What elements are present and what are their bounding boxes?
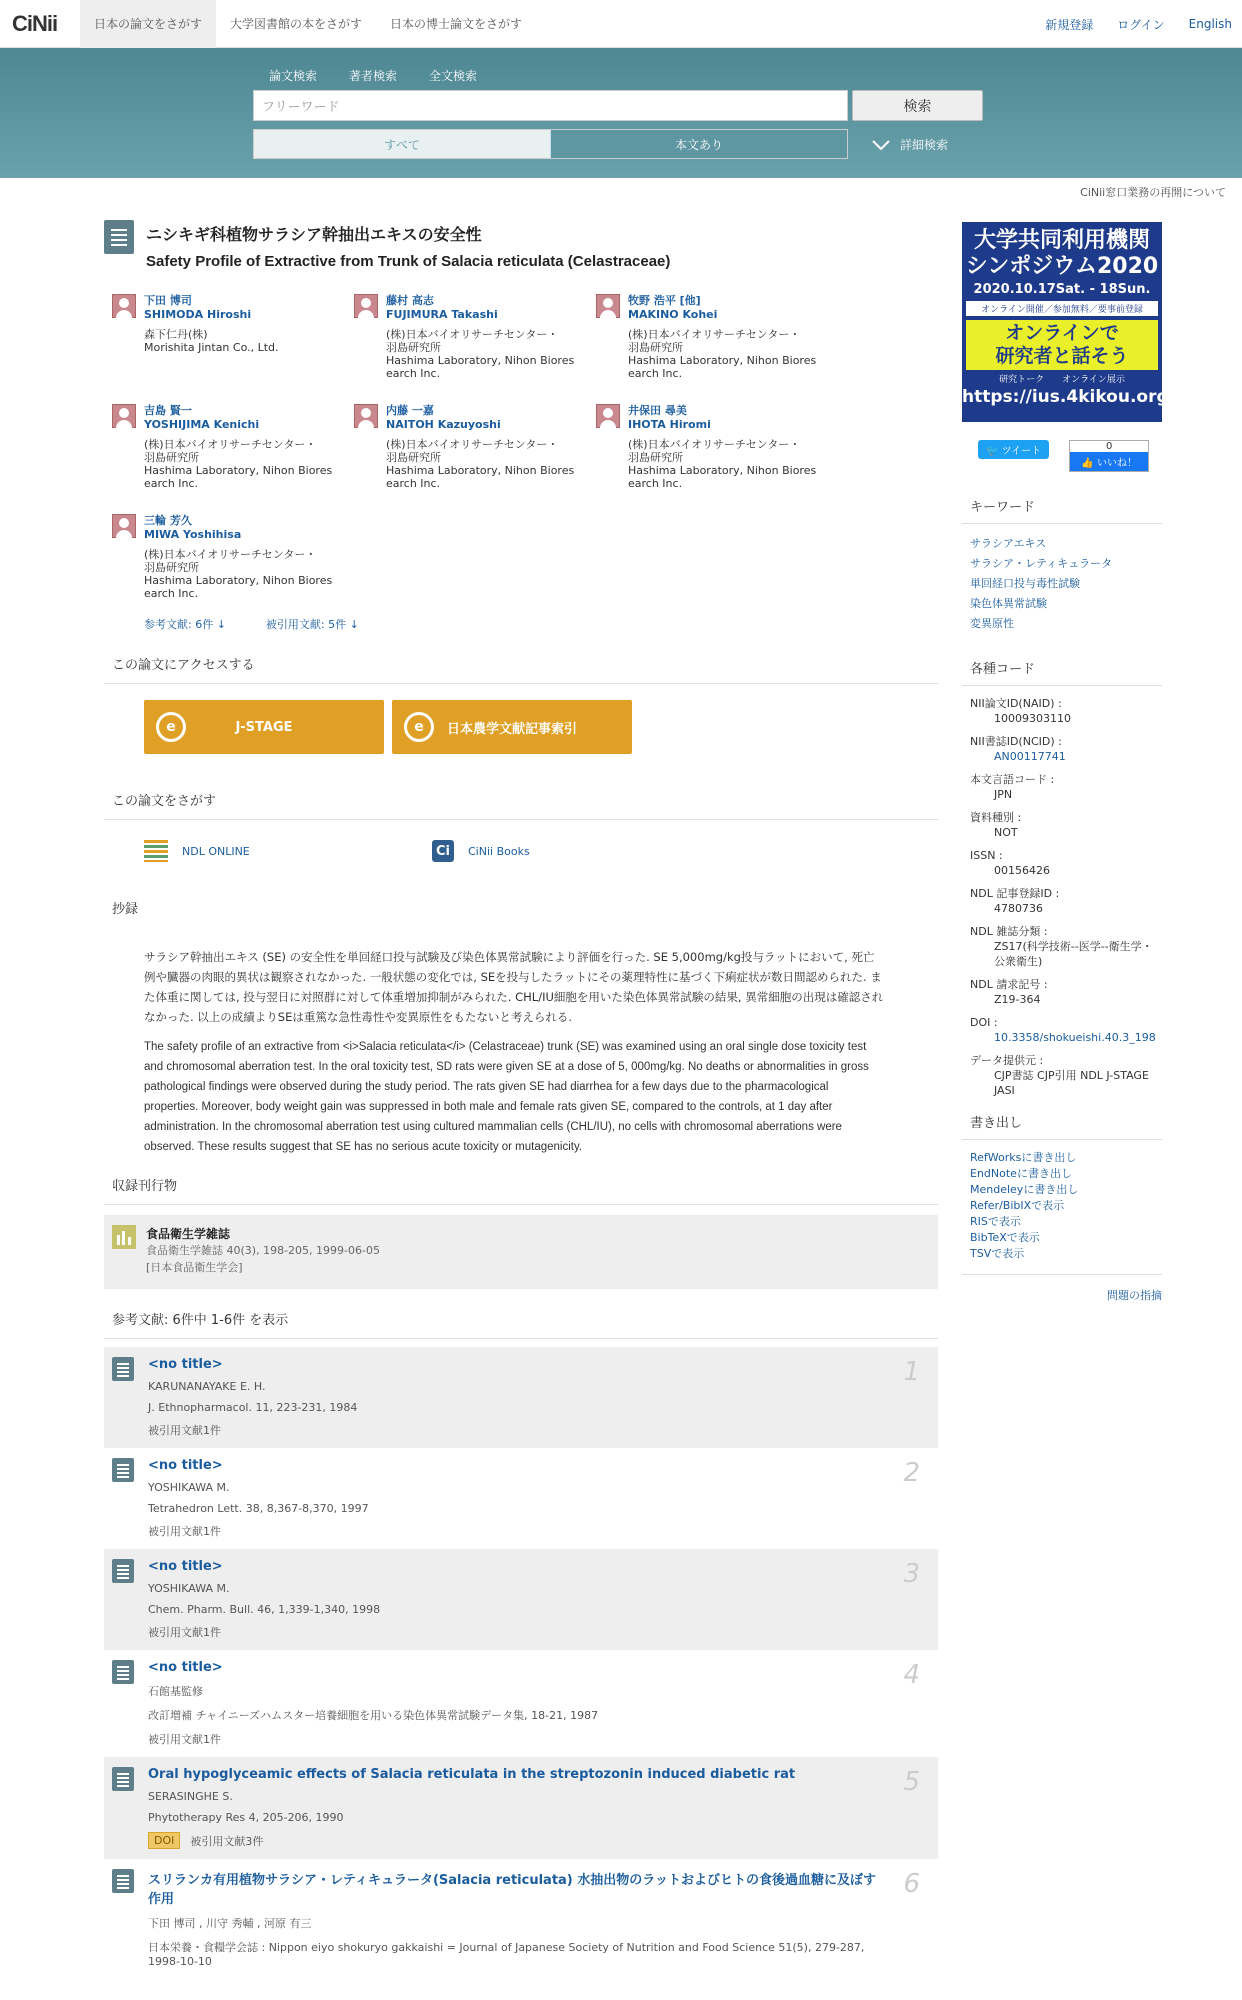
code-label: データ提供元 : [970,1054,1044,1067]
english-link[interactable]: English [1188,17,1232,31]
tab-article-search[interactable]: 論文検索 [253,63,333,92]
reference-item [104,1757,938,1859]
author-item [596,294,838,392]
codes-heading: 各種コード [962,658,1162,686]
export-link[interactable]: TSVで表示 [970,1247,1025,1260]
nav-tab-articles[interactable]: 日本の論文をさがす [80,0,216,48]
reference-source: Chem. Pharm. Bull. 46, 1,339-1,340, 1998 [148,1603,381,1616]
code-value[interactable]: 10.3358/shokueishi.40.3_198 [994,1031,1156,1044]
keyword-link[interactable]: 変異原性 [970,617,1014,630]
reference-title[interactable]: <no title> [148,1660,223,1675]
access-buttons [144,700,938,754]
nav-tab-books[interactable]: 大学図書館の本をさがす [230,17,363,31]
references-link[interactable] [144,616,226,632]
author-affiliation-line: Hashima Laboratory, Nihon Biores [628,464,817,477]
like-label: いいね！ [1096,458,1137,469]
code-value: 4780736 [994,902,1043,915]
report-problem-link[interactable]: 問題の指摘 [962,1274,1162,1303]
author-list [112,294,938,612]
ndl-icon [144,840,168,862]
avatar [354,404,378,428]
author-affiliation-line: 森下仁丹(株) [144,328,208,341]
sidebar [962,222,1169,1303]
journal-detail: 食品衛生学雑誌 40(3), 198-205, 1999-06-05 [146,1244,380,1257]
search-hero [0,48,1242,178]
thumbs-up-icon: 👍 [1081,458,1094,469]
abstract-japanese: サラシア幹抽出エキス (SE) の安全性を単回経口投与試験及び染色体異常試験により評価を行った. SE 5,000mg/kg投与ラットにおいて, 死亡例や臓器の肉眼的異状は観察されなかった. 一般状態の変化では, SEを投与したラットにその薬理特性に基づく下痢症状が数日間認められた. また体重に関しては, 投与翌日に対照群に対して体重増加抑制がみられた. CHL/IU細胞を用いた染色体異常試験の結果, 異常細胞の出現は確認されなかった. 以上の成績よりSEは重篤な急性毒性や変異原性をもたないと考えられる. [144,950,884,1024]
avatar [112,404,136,428]
reference-author: KARUNANAYAKE E. H. [148,1380,266,1393]
reference-source: Tetrahedron Lett. 38, 8,367-8,370, 1997 [148,1502,369,1515]
main-content [104,220,938,1978]
author-affiliation-line: (株)日本バイオリサーチセンター・ [144,548,317,561]
like-count: 0 [1105,441,1113,452]
cited-link[interactable] [266,616,359,632]
search-button[interactable]: 検索 [852,90,983,121]
abstract [144,947,884,1157]
social-buttons [978,440,1162,472]
code-value: Z19-364 [994,993,1041,1006]
author-affiliation-line: 羽島研究所 [144,561,199,574]
reference-number: 4 [903,1660,920,1690]
reference-cited-count[interactable]: 被引用文献1件 [148,1626,221,1639]
author-affiliation [628,328,816,380]
reference-title[interactable]: <no title> [148,1559,223,1574]
reference-source: 改訂増補 チャイニーズハムスター培養細胞を用いる染色体異常試験データ集, 18-21, 1987 [148,1709,599,1722]
chevron-down-icon [872,140,890,150]
fulltext-filter [253,129,848,159]
top-right-links [1045,0,1232,48]
banner-line-4: オンライン開催／参加無料／要事前登録 [966,301,1158,316]
twitter-icon: 🐦 [986,446,999,457]
reference-cited-count[interactable]: 被引用文献1件 [148,1525,221,1538]
filter-fulltext[interactable]: 本文あり [550,130,847,158]
document-icon [112,1660,134,1684]
code-label: ISSN : [970,849,1003,862]
search-tabs [253,63,493,92]
title-english: Safety Profile of Extractive from Trunk of Salacia reticulata (Celastraceae) [146,253,671,270]
arrow-down-icon: ↓ [349,618,359,631]
author-affiliation [386,438,574,490]
article-header [104,220,938,270]
author-affiliation-line: (株)日本バイオリサーチセンター・ [628,438,801,451]
author-affiliation-line: (株)日本バイオリサーチセンター・ [386,438,559,451]
author-name-ja[interactable]: 内藤 一嘉 [386,404,434,417]
journal-info [104,1215,938,1289]
author-affiliation-line: Hashima Laboratory, Nihon Biores [628,354,817,367]
reference-meta [148,1832,878,1849]
author-affiliation-line: 羽島研究所 [628,341,683,354]
cinii-books-icon: Ci [432,840,454,862]
ndl-online-link[interactable] [144,840,432,862]
author-affiliation-line: (株)日本バイオリサーチセンター・ [386,328,559,341]
export-list [962,1150,1162,1262]
nav-tab-dissertations[interactable]: 日本の博士論文をさがす [390,17,523,31]
keywords-heading: キーワード [962,496,1162,524]
author-affiliation [144,328,279,354]
export-link[interactable]: EndNoteに書き出し [970,1167,1072,1180]
author-name-en[interactable]: SHIMODA Hiroshi [144,308,252,321]
export-link[interactable]: BibTeXで表示 [970,1231,1040,1244]
abstract-english: The safety profile of an extractive from <i>Salacia reticulata</i> (Celastraceae) trunk (SE) was examined using an oral single dose toxicity test and chromosomal aberration test. In the oral toxicity test, SD rats were given SE at a dose of 5, 000mg/kg. No deaths or abnormalities in gross pathological findings were observed during the study period. The rats given SE had diarrhea for a few days due to the pharmacological properties. Moreover, body weight gain was suppressed in both male and female rats given SE, compared to the controls, at 1 day after administration. In the chromosomal aberration test using cultured mammalian cells (CHL/IU), no cells with chromosomal aberrations were observed. These results suggest that SE has no serious acute toxicity or mutagenicity. [144,1041,869,1153]
banner-line-5: オンラインで [1005,322,1119,344]
author-affiliation-line: earch Inc. [386,477,441,490]
code-list [962,696,1162,1098]
journal-publisher: [日本食品衛生学会] [146,1261,243,1274]
jasi-label: 日本農学文献記事索引 [446,721,577,737]
symposium-banner[interactable] [962,222,1169,422]
reference-number: 6 [903,1869,920,1899]
author-affiliation-line: (株)日本バイオリサーチセンター・ [628,328,801,341]
reference-counts [144,616,938,632]
code-value[interactable]: AN00117741 [994,750,1066,763]
jasi-button[interactable] [392,700,632,754]
reference-item [104,1549,938,1650]
author-name-en[interactable]: MIWA Yoshihisa [144,528,242,541]
author-affiliation [144,548,332,600]
cinii-books-label: CiNii Books [468,844,530,858]
reference-author: 石館基監修 [148,1685,203,1698]
code-value: JPN [994,788,1013,801]
document-icon [104,220,134,254]
author-name-ja[interactable]: 三輪 芳久 [144,514,192,527]
reference-source: J. Ethnopharmacol. 11, 223-231, 1984 [148,1401,358,1414]
author-name-ja[interactable]: 下田 博司 [144,294,192,307]
author-item [112,514,354,612]
title-japanese: ニシキギ科植物サラシア幹抽出エキスの安全性 [146,225,482,244]
reference-number: 3 [903,1559,920,1589]
top-navigation [0,0,1242,48]
banner-url: https://ius.4kikou.org [962,387,1169,407]
author-affiliation-line: earch Inc. [628,477,683,490]
code-label: NDL 請求記号 : [970,978,1048,991]
keyword-link[interactable]: 単回経口投与毒性試験 [970,577,1080,590]
section-journal: 収録刊行物 [104,1175,938,1205]
fulltext-icon: e [156,712,186,742]
reference-meta [148,1624,878,1640]
section-abstract: 抄録 [112,902,139,917]
author-affiliation-line: Hashima Laboratory, Nihon Biores [386,354,575,367]
code-value: 00156426 [994,864,1050,877]
document-icon [112,1357,134,1381]
journal-title[interactable]: 食品衛生学雑誌 [146,1227,231,1241]
author-affiliation-line: Morishita Jintan Co., Ltd. [144,341,279,354]
avatar [112,294,136,318]
section-references: 参考文献: 6件中 1-6件 を表示 [104,1309,938,1339]
author-item [596,404,838,502]
author-affiliation-line: 羽島研究所 [628,451,683,464]
section-find: この論文をさがす [104,790,938,820]
author-affiliation-line: earch Inc. [144,477,199,490]
banner-line-3: 2020.10.17Sat. - 18Sun. [973,282,1151,297]
export-link[interactable]: Mendeleyに書き出し [970,1183,1079,1196]
author-name-en[interactable]: YOSHIJIMA Kenichi [144,418,260,431]
reference-author: 下田 博司 , 川守 秀輔 , 河原 有三 [148,1917,312,1930]
jstage-button[interactable] [144,700,384,754]
reference-title[interactable]: <no title> [148,1357,223,1372]
doi-badge[interactable]: DOI [148,1832,180,1849]
reference-number: 5 [903,1767,920,1797]
fulltext-icon: e [404,712,434,742]
code-value: ZS17(科学技術--医学--衛生学・公衆衛生) [994,940,1153,968]
reference-item [104,1448,938,1549]
document-icon [112,1869,134,1893]
author-name-en[interactable]: IHOTA Hiromi [628,418,711,431]
reference-meta [148,1731,878,1747]
author-name-en[interactable]: FUJIMURA Takashi [386,308,498,321]
author-affiliation [144,438,332,490]
tab-author-search[interactable]: 著者検索 [349,69,398,83]
author-name-ja[interactable]: 吉島 賢一 [144,404,192,417]
author-item [354,404,596,502]
author-affiliation-line: earch Inc. [386,367,441,380]
register-link[interactable]: 新規登録 [1045,17,1094,32]
author-affiliation-line: earch Inc. [628,367,683,380]
banner-line-7: 研究トーク オンライン展示 [999,375,1125,385]
author-item [112,404,354,502]
reference-list [104,1347,938,1978]
reference-source: Phytotherapy Res 4, 205-206, 1990 [148,1811,344,1824]
reference-title[interactable]: スリランカ有用植物サラシア・レティキュラータ(Salacia reticulata) 水抽出物のラットおよびヒトの食後過血糖に及ぼす作用 [148,1873,877,1907]
keyword-list [962,534,1162,634]
reference-author: SERASINGHE S. [148,1790,233,1803]
reference-author: YOSHIKAWA M. [148,1582,230,1595]
search-input[interactable]: フリーワード [253,90,848,121]
reference-cited-count[interactable]: 被引用文献1件 [148,1424,221,1437]
avatar [596,294,620,318]
banner-highlight [966,320,1158,370]
reference-title[interactable]: Oral hypoglyceamic effects of Salacia reticulata in the streptozonin induced diabetic rat [148,1767,796,1782]
notice-link[interactable]: CiNii窓口業務の再開について [1080,186,1226,199]
export-link[interactable]: Refer/BibIXで表示 [970,1199,1065,1212]
author-name-en[interactable]: MAKINO Kohei [628,308,718,321]
references-label: 参考文献: 6件 [144,618,214,631]
find-links [144,840,938,862]
section-access: この論文にアクセスする [104,654,938,684]
login-link[interactable]: ログイン [1117,17,1165,32]
document-icon [112,1767,134,1791]
cited-label: 被引用文献: 5件 [265,618,347,631]
keyword-link[interactable]: サラシアエキス [970,537,1047,550]
reference-title[interactable]: <no title> [148,1458,223,1473]
tweet-label: ツイート [1001,446,1042,457]
code-label: NII論文ID(NAID) : [970,697,1062,710]
author-item [354,294,596,392]
author-name-en[interactable]: NAITOH Kazuyoshi [386,418,501,431]
avatar [354,294,378,318]
banner-line-6: 研究者と話そう [995,345,1129,367]
code-label: DOI : [970,1016,998,1029]
arrow-down-icon: ↓ [216,618,226,631]
author-affiliation-line: 羽島研究所 [386,341,441,354]
reference-item [104,1650,938,1757]
author-name-ja[interactable]: 井保田 尋美 [628,404,687,417]
tweet-button[interactable] [978,440,1049,459]
export-link[interactable]: RefWorksに書き出し [970,1151,1077,1164]
author-affiliation [386,328,574,380]
banner-line-1: 大学共同利用機関 [973,228,1150,253]
advanced-search-label: 詳細検索 [900,138,949,152]
code-label: NDL 雑誌分類 : [970,925,1048,938]
export-heading: 書き出し [962,1112,1162,1140]
reference-item [104,1859,938,1978]
ndl-online-label: NDL ONLINE [182,844,250,858]
author-affiliation-line: 羽島研究所 [386,451,441,464]
cinii-logo[interactable]: CiNii [12,10,58,36]
code-label: 本文言語コード : [970,773,1055,786]
avatar [596,404,620,428]
code-value: NOT [994,826,1018,839]
filter-all[interactable]: すべて [254,130,550,158]
author-affiliation-line: earch Inc. [144,587,199,600]
jstage-label: J-STAGE [235,719,293,735]
author-affiliation-line: (株)日本バイオリサーチセンター・ [144,438,317,451]
author-affiliation-line: 羽島研究所 [144,451,199,464]
reference-number: 2 [903,1458,920,1488]
author-name-ja[interactable]: 藤村 高志 [386,294,434,307]
document-icon [112,1458,134,1482]
reference-number: 1 [903,1357,920,1387]
reference-author: YOSHIKAWA M. [148,1481,230,1494]
code-value: CJP書誌 CJP引用 NDL J-STAGE JASI [994,1069,1149,1097]
export-link[interactable]: RISで表示 [970,1215,1021,1228]
author-affiliation-line: Hashima Laboratory, Nihon Biores [386,464,575,477]
code-label: NII書誌ID(NCID) : [970,735,1062,748]
reference-source: 日本栄養・食糧学会誌 : Nippon eiyo shokuryo gakkaishi = Journal of Japanese Society of Nutrition and Food Science 51(5), 279-287, 1998-10-10 [148,1941,865,1968]
keyword-link[interactable]: 染色体異常試験 [970,597,1047,610]
advanced-search-toggle[interactable] [872,136,948,153]
cinii-books-link[interactable] [432,840,720,862]
avatar [112,514,136,538]
facebook-like-button[interactable] [1069,440,1149,472]
code-label: 資料種別 : [970,811,1022,824]
keyword-link[interactable]: サラシア・レティキュラータ [970,557,1113,570]
reference-cited-count[interactable]: 被引用文献3件 [190,1834,264,1848]
author-affiliation-line: Hashima Laboratory, Nihon Biores [144,574,333,587]
code-value: 10009303110 [994,712,1071,725]
banner-line-2: シンポジウム2020 [965,254,1159,279]
reference-meta [148,1422,878,1438]
document-icon [112,1559,134,1583]
author-name-ja[interactable]: 牧野 浩平 [他] [628,294,701,307]
journal-icon [112,1225,136,1249]
author-affiliation [628,438,816,490]
code-label: NDL 記事登録ID : [970,887,1060,900]
tab-fulltext-search[interactable]: 全文検索 [429,69,478,83]
reference-item [104,1347,938,1448]
reference-cited-count[interactable]: 被引用文献1件 [148,1733,221,1746]
author-item [112,294,354,392]
author-affiliation-line: Hashima Laboratory, Nihon Biores [144,464,333,477]
reference-meta [148,1523,878,1539]
